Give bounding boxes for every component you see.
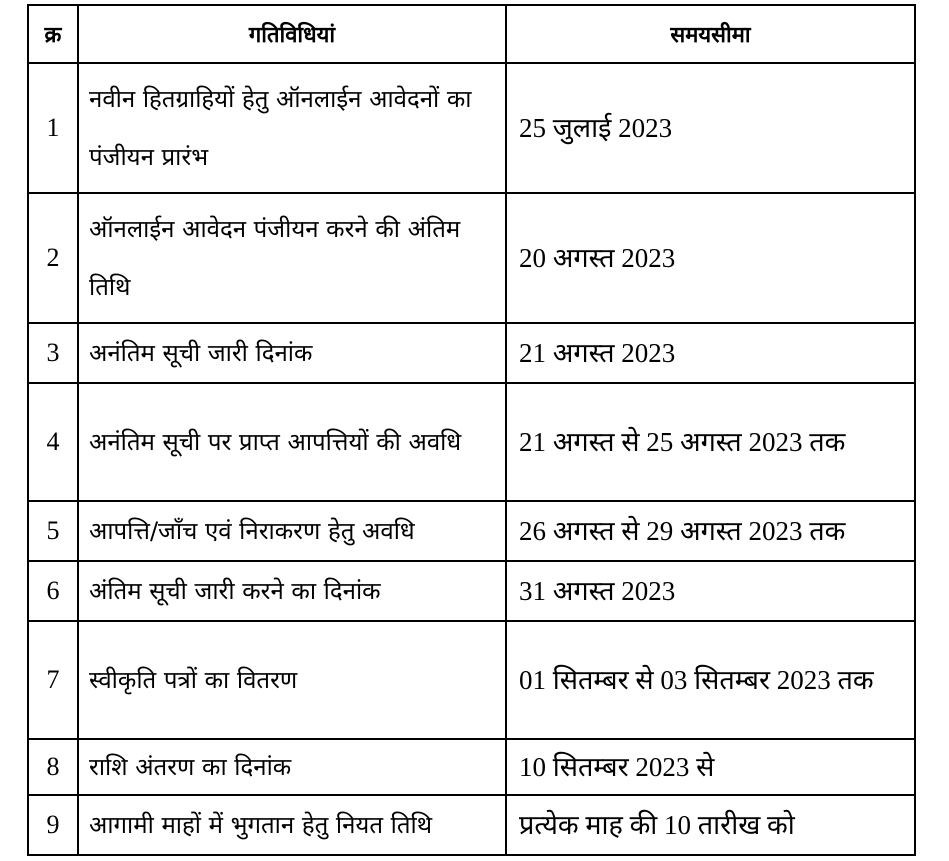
table-row (28, 561, 915, 621)
deadline-cell (506, 383, 915, 501)
row-number: 1 (28, 63, 78, 193)
deadline-text: 01 सितम्बर से 03 सितम्बर 2023 तक (519, 664, 874, 695)
deadline-text: 10 सितम्बर 2023 से (519, 751, 715, 782)
deadline-text: प्रत्येक माह की 10 तारीख को (519, 809, 795, 840)
table-row (28, 323, 915, 383)
deadline-cell (506, 323, 915, 383)
activity-cell: नवीन हितग्राहियों हेतु ऑनलाईन आवेदनों का पंजीयन प्रारंभ (78, 63, 506, 193)
table-row (28, 383, 915, 501)
deadline-text: 26 अगस्त से 29 अगस्त 2023 तक (519, 515, 846, 546)
table-row (28, 739, 915, 795)
table-row (28, 63, 915, 193)
row-number: 9 (28, 795, 78, 855)
deadline-cell (506, 739, 915, 795)
table-row (28, 621, 915, 739)
deadline-cell (506, 193, 915, 323)
deadline-text: 20 अगस्त 2023 (519, 242, 676, 273)
header-activities: गतिविधियां (78, 5, 506, 63)
row-number: 2 (28, 193, 78, 323)
row-number: 4 (28, 383, 78, 501)
deadline-cell (506, 561, 915, 621)
schedule-table (27, 4, 916, 856)
activity-cell: ऑनलाईन आवेदन पंजीयन करने की अंतिम तिथि (78, 193, 506, 323)
row-number: 6 (28, 561, 78, 621)
table-row (28, 795, 915, 855)
row-number: 5 (28, 501, 78, 561)
row-number: 3 (28, 323, 78, 383)
deadline-cell (506, 795, 915, 855)
header-row (28, 5, 915, 63)
activity-cell: अंतिम सूची जारी करने का दिनांक (78, 561, 506, 621)
schedule-sheet (27, 4, 914, 840)
deadline-text: 21 अगस्त 2023 (519, 337, 676, 368)
row-number: 7 (28, 621, 78, 739)
activity-cell: आगामी माहों में भुगतान हेतु नियत तिथि (78, 795, 506, 855)
activity-cell: स्वीकृति पत्रों का वितरण (78, 621, 506, 739)
activity-cell: अनंतिम सूची जारी दिनांक (78, 323, 506, 383)
deadline-text: 25 जुलाई 2023 (519, 112, 673, 143)
deadline-cell (506, 63, 915, 193)
activity-cell: राशि अंतरण का दिनांक (78, 739, 506, 795)
activity-cell: अनंतिम सूची पर प्राप्त आपत्तियों की अवधि (78, 383, 506, 501)
header-serial: क्र (28, 5, 78, 63)
table-row (28, 501, 915, 561)
table-row (28, 193, 915, 323)
deadline-text: 21 अगस्त से 25 अगस्त 2023 तक (519, 426, 846, 457)
deadline-cell (506, 621, 915, 739)
deadline-text: 31 अगस्त 2023 (519, 575, 676, 606)
deadline-cell (506, 501, 915, 561)
header-deadline: समयसीमा (506, 5, 915, 63)
activity-cell: आपत्ति/जाँच एवं निराकरण हेतु अवधि (78, 501, 506, 561)
row-number: 8 (28, 739, 78, 795)
